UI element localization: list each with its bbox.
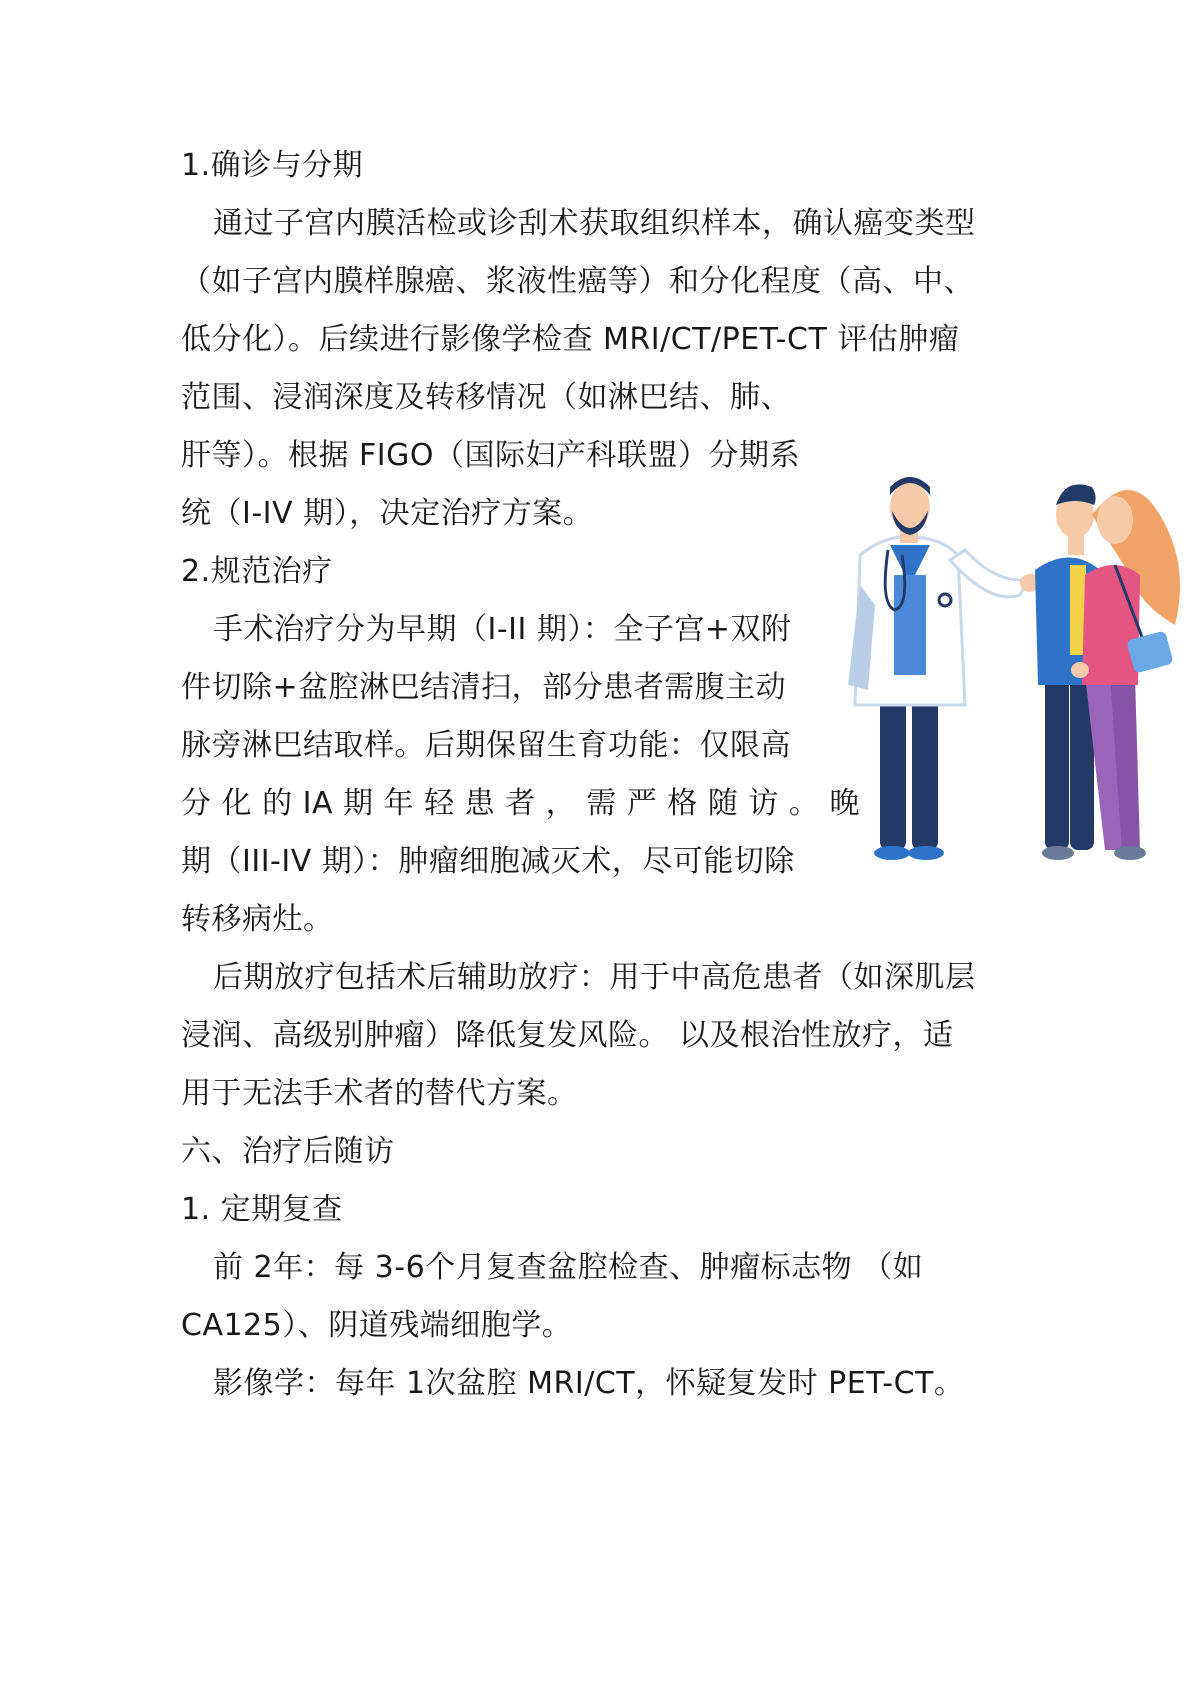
surgery-line: 脉旁淋巴结取样。后期保留生育功能：仅限高	[181, 728, 791, 763]
section1-line: 统（I-IV 期），决定治疗方案。	[181, 496, 594, 531]
section1-line: 范围、浸润深度及转移情况（如淋巴结、肺、	[181, 380, 791, 415]
followup-line: CA125）、阴道残端细胞学。	[181, 1308, 573, 1343]
section1-line: 肝等）。根据 FIGO（国际妇产科联盟）分期系	[181, 438, 800, 473]
surgery-line: 手术治疗分为早期（I-II 期）：全子宫+双附	[213, 612, 792, 647]
section2-heading: 2.规范治疗	[181, 554, 333, 589]
surgery-line: 转移病灶。	[181, 902, 334, 937]
section6-heading: 六、治疗后随访	[181, 1134, 395, 1169]
section1-heading: 1.确诊与分期	[181, 148, 364, 183]
surgery-line: 分 化 的 IA 期 年 轻 患 者 ， 需 严 格 随 访 。 晚	[181, 786, 860, 821]
radiation-line: 用于无法手术者的替代方案。	[181, 1076, 578, 1111]
section6-subheading: 1. 定期复查	[181, 1192, 343, 1227]
followup-line: 前 2年：每 3-6个月复查盆腔检查、肿瘤标志物 （如	[213, 1250, 924, 1285]
radiation-line: 浸润、高级别肿瘤）降低复发风险。 以及根治性放疗，适	[181, 1018, 954, 1053]
section1-line: 低分化）。后续进行影像学检查 MRI/CT/PET-CT 评估肿瘤	[181, 322, 960, 357]
followup-line: 影像学：每年 1次盆腔 MRI/CT，怀疑复发时 PET-CT。	[213, 1366, 965, 1401]
section1-line: 通过子宫内膜活检或诊刮术获取组织样本，确认癌变类型	[213, 206, 976, 241]
doctor-figure	[848, 477, 1040, 860]
section1-line: （如子宫内膜样腺癌、浆液性癌等）和分化程度（高、中、	[181, 264, 974, 299]
surgery-line: 件切除+盆腔淋巴结清扫，部分患者需腹主动	[181, 670, 787, 705]
surgery-line: 期（III-IV 期）：肿瘤细胞减灭术，尽可能切除	[181, 844, 795, 879]
radiation-line: 后期放疗包括术后辅助放疗：用于中高危患者（如深肌层	[213, 960, 976, 995]
doctor-patients-illustration-icon	[830, 475, 1190, 905]
